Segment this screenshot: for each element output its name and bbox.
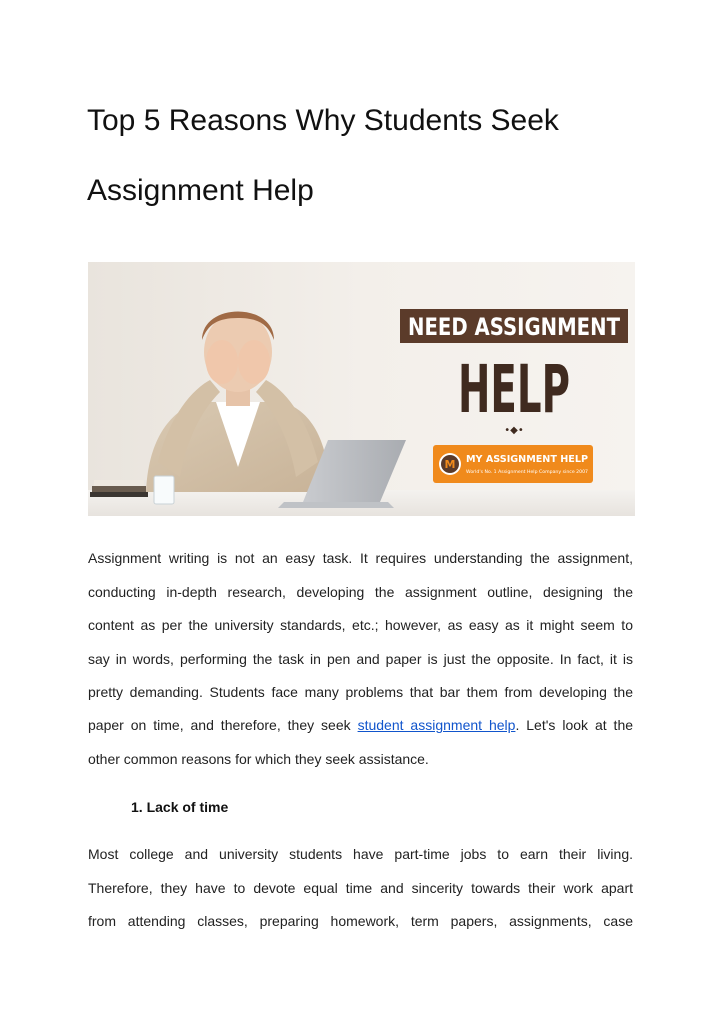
- intro-line: content as per the university standards, etc.; however, as easy as it might seem to: [88, 617, 633, 633]
- document-title-line-1: Top 5 Reasons Why Students Seek: [87, 104, 559, 137]
- banner-image: [88, 262, 635, 516]
- brand-name: MY ASSIGNMENT HELP: [466, 454, 589, 465]
- banner-headline-2: HELP: [458, 351, 570, 428]
- brand-logo-letter: M: [444, 458, 456, 471]
- intro-line: conducting in-depth research, developing the assignment outline, designing the: [88, 584, 633, 600]
- brand-tagline: World's No. 1 Assignment Help Company since 2007: [466, 469, 589, 474]
- books-stack: [90, 480, 148, 497]
- section1-line: from attending classes, preparing homework, term papers, assignments, case: [88, 913, 633, 929]
- intro-line: other common reasons for which they seek assistance.: [88, 751, 429, 767]
- section-heading-lack-of-time: 1. Lack of time: [131, 799, 229, 815]
- section1-line: Therefore, they have to devote equal time and sincerity towards their work apart: [88, 880, 633, 896]
- section1-line: Most college and university students have part-time jobs to earn their living.: [88, 846, 633, 862]
- intro-line: Assignment writing is not an easy task. It requires understanding the assignment,: [88, 550, 633, 566]
- intro-line: say in words, performing the task in pen and paper is just the opposite. In fact, it is: [88, 651, 633, 667]
- document-title-line-2: Assignment Help: [87, 174, 314, 207]
- intro-line: pretty demanding. Students face many problems that bar them from developing the: [88, 684, 633, 700]
- intro-line-with-link: [88, 717, 633, 733]
- intro-text-before-link: paper on time, and therefore, they seek: [88, 717, 358, 733]
- banner-ornament: •◆•: [504, 425, 524, 436]
- banner-headline-1: NEED ASSIGNMENT: [408, 313, 621, 341]
- student-assignment-help-link[interactable]: student assignment help: [357, 717, 516, 733]
- intro-text-after-link: . Let's look at the: [515, 717, 634, 733]
